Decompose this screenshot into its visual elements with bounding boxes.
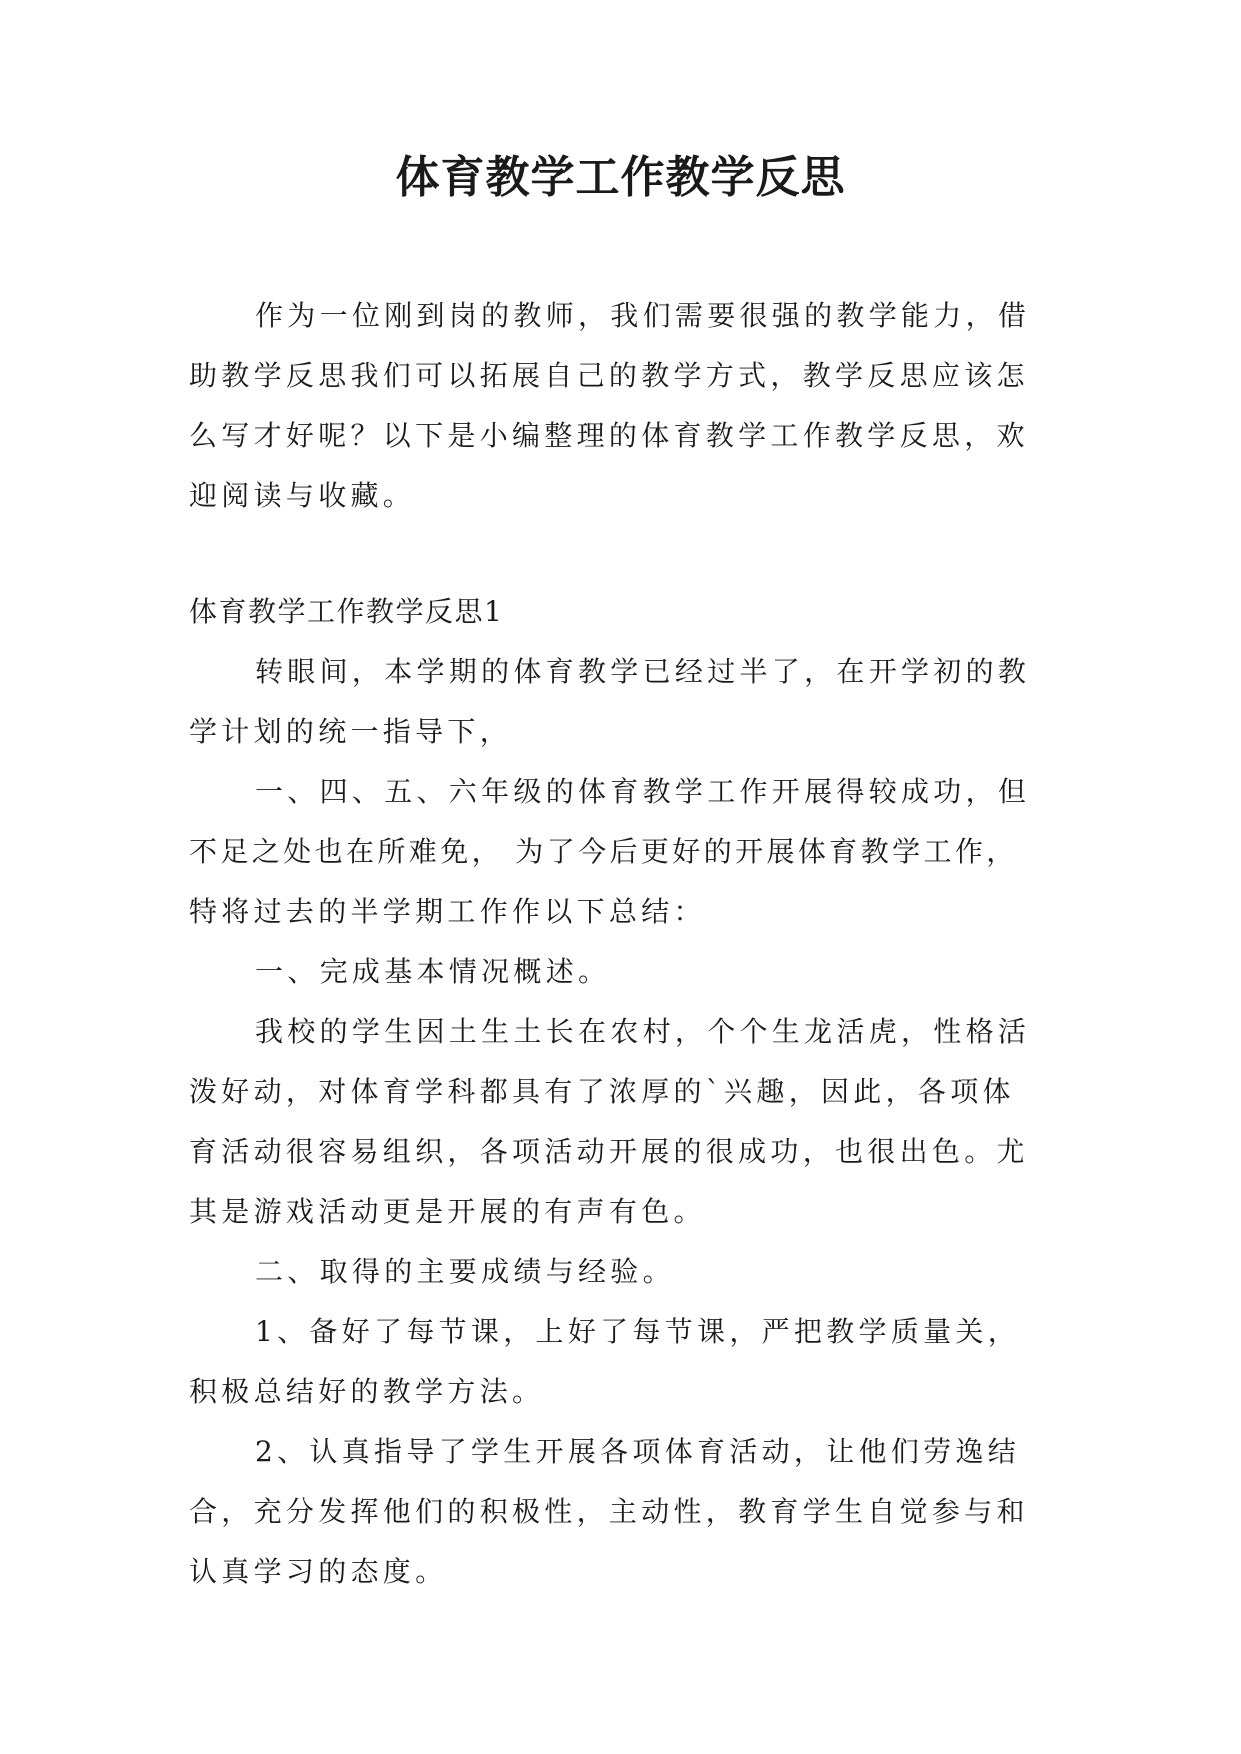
intro-line-2: 助教学反思我们可以拓展自己的教学方式，教学反思应该怎 [189, 359, 1029, 392]
document-body [189, 286, 1051, 1602]
subheading-line: 二、取得的主要成绩与经验。 [255, 1255, 675, 1288]
paragraph-line: 其是游戏活动更是开展的有声有色。 [189, 1195, 706, 1228]
paragraph-line: 泼好动，对体育学科都具有了浓厚的`兴趣，因此，各项体 [189, 1075, 1015, 1108]
section-gap [189, 526, 1051, 582]
paragraph-line: 2、认真指导了学生开展各项体育活动，让他们劳逸结 [255, 1435, 1021, 1468]
paragraph-line: 积极总结好的教学方法。 [189, 1375, 545, 1408]
intro-line-4: 迎阅读与收藏。 [189, 479, 416, 512]
subheading-line: 一、完成基本情况概述。 [255, 955, 611, 988]
paragraph-line: 一、四、五、六年级的体育教学工作开展得较成功，但 [255, 775, 1031, 808]
paragraph-line: 合，充分发挥他们的积极性，主动性，教育学生自觉参与和 [189, 1495, 1029, 1528]
paragraph-line: 1、备好了每节课，上好了每节课，严把教学质量关， [255, 1315, 1021, 1348]
document-title: 体育教学工作教学反思 [395, 152, 846, 203]
paragraph-line: 我校的学生因土生土长在农村，个个生龙活虎，性格活 [255, 1015, 1031, 1048]
section-heading: 体育教学工作教学反思1 [189, 595, 504, 628]
paragraph-line: 学计划的统一指导下， [189, 715, 513, 748]
paragraph-line: 转眼间，本学期的体育教学已经过半了，在开学初的教 [255, 655, 1031, 688]
paragraph-line: 特将过去的半学期工作作以下总结： [189, 895, 706, 928]
paragraph-line: 不足之处也在所难免， 为了今后更好的开展体育教学工作， [189, 835, 1018, 868]
intro-line-3: 么写才好呢？以下是小编整理的体育教学工作教学反思，欢 [189, 419, 1029, 452]
paragraph-line: 认真学习的态度。 [189, 1555, 448, 1588]
paragraph-line: 育活动很容易组织，各项活动开展的很成功，也很出色。尤 [189, 1135, 1029, 1168]
intro-line-1: 作为一位刚到岗的教师，我们需要很强的教学能力，借 [255, 299, 1031, 332]
